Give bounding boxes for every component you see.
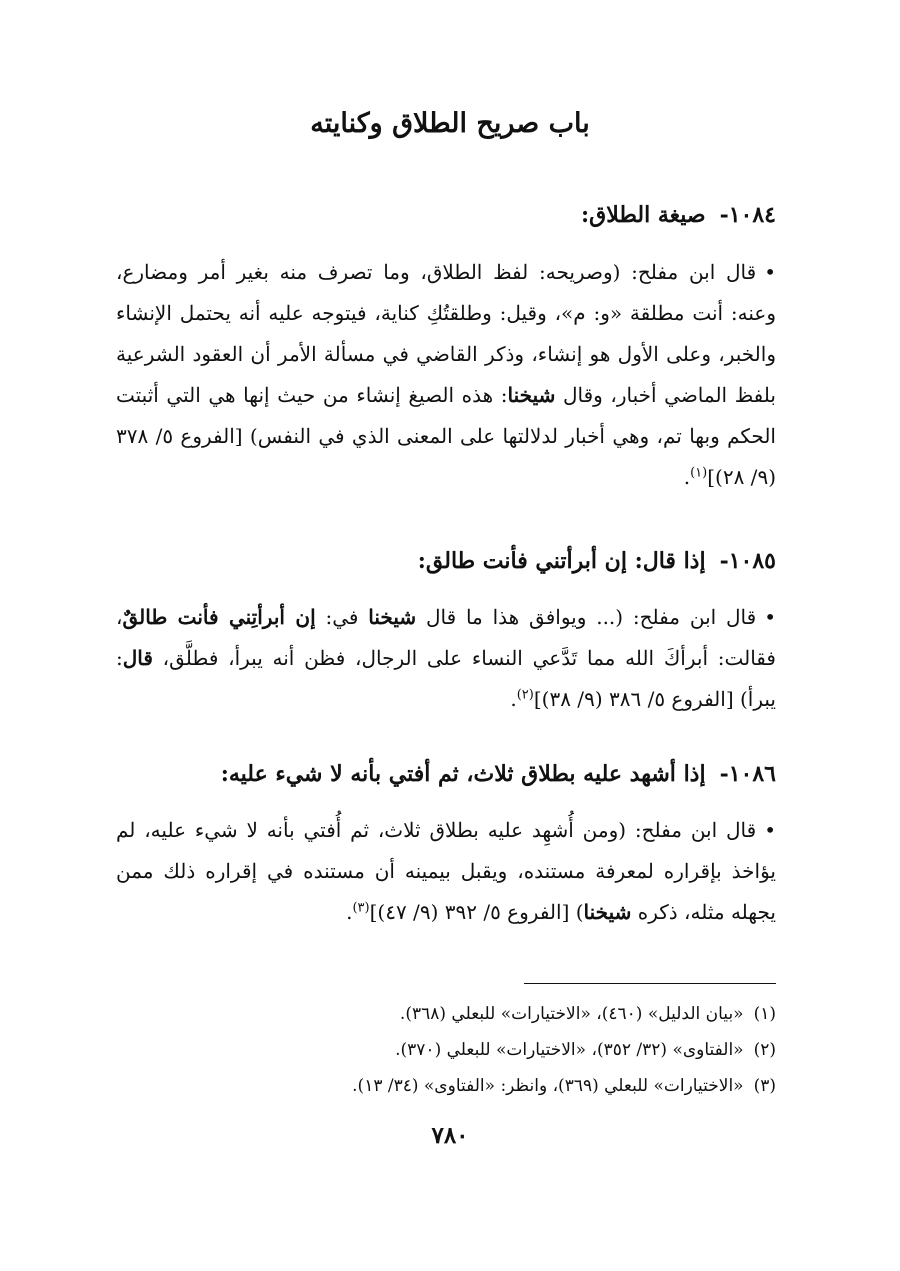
paragraph-text: قال ابن مفلح: (ومن أُشهِد عليه بطلاق ثلاث، ثم أُفتي بأنه لا شيء عليه، لم يؤاخذ بإقراره لمعرفة مستنده، ويقبل بيمينه أن مستنده في إقراره ذلك ممن يجهله مثله، ذكره (116, 818, 776, 924)
footnote-item (116, 996, 776, 1032)
footnote-ref[interactable]: (٣) (352, 900, 370, 916)
paragraph-end: . (346, 900, 353, 924)
page-number: ٧٨٠ (431, 1122, 469, 1149)
section-heading-1084 (116, 201, 776, 230)
section-title: إذا أشهد عليه بطلاق ثلاث، ثم أفتي بأنه لا شيء عليه: (220, 761, 706, 787)
paragraph-text: : يبرأ) [الفروع ٥/ ٣٨٦ (٩/ ٣٨)] (116, 646, 776, 711)
footnote-text: «الفتاوى» (٣٢/ ٣٥٢)، «الاختيارات» للبعلي (٣٧٠). (395, 1040, 744, 1060)
footnote-item (116, 1032, 776, 1068)
section-heading-1085 (116, 547, 776, 576)
bullet-icon: • (764, 818, 776, 842)
emphasized-term: شيخنا (368, 605, 417, 629)
chapter-title: باب صريح الطلاق وكنايته (310, 108, 590, 139)
section-number: ١٠٨٤- (719, 202, 776, 228)
section-title: إذا قال: إن أبرأتني فأنت طالق: (417, 548, 706, 574)
section-heading-1086 (116, 760, 776, 789)
section-paragraph-1084 (116, 252, 776, 498)
footnote-ref[interactable]: (٢) (516, 687, 534, 703)
paragraph-text: ، فقالت: أبرأكَ الله مما تَدَّعي النساء على الرجال، فظن أنه يبرأ، فطلَّق، (116, 605, 776, 670)
section-number: ١٠٨٦- (719, 761, 776, 787)
emphasized-term: شيخنا (507, 383, 556, 407)
footnotes (116, 996, 776, 1104)
footnote-separator (524, 983, 776, 984)
section-number: ١٠٨٥- (719, 548, 776, 574)
footnote-number: (١) (753, 1004, 776, 1024)
emphasized-term: إن أبرأتِني فأنت طالقٌ (122, 605, 316, 629)
paragraph-end: . (510, 687, 517, 711)
footnote-text: «بيان الدليل» (٤٦٠)، «الاختيارات» للبعلي (٣٦٨). (399, 1004, 744, 1024)
section-paragraph-1085 (116, 597, 776, 720)
bullet-icon: • (764, 605, 776, 629)
paragraph-text: : هذه الصيغ إنشاء من حيث إنها هي التي أثبتت الحكم وبها تم، وهي أخبار لدلالتها على المعنى الذي في النفس) [الفروع ٥/ ٣٧٨ (٩/ ٢٨)] (116, 383, 776, 489)
footnote-ref[interactable]: (١) (690, 465, 708, 481)
section-title: صيغة الطلاق: (581, 202, 706, 228)
paragraph-end: . (683, 465, 691, 489)
bullet-icon: • (764, 260, 776, 284)
paragraph-text: قال ابن مفلح: (وصريحه: لفظ الطلاق، وما تصرف منه بغير أمر ومضارع، وعنه: أنت مطلقة «و: م»، وقيل: وطلقتُكِ كناية، فيتوجه عليه أنه يحتمل الإنشاء والخبر، وعلى الأول هو إنشاء، وذكر القاضي في مسألة الأمر أن العقود الشرعية بلفظ الماضي أخبار، وقال (116, 260, 776, 407)
paragraph-text: ) [الفروع ٥/ ٣٩٢ (٩/ ٤٧)] (369, 900, 584, 924)
section-paragraph-1086 (116, 810, 776, 933)
paragraph-text: في: (315, 605, 369, 629)
footnote-item (116, 1068, 776, 1104)
emphasized-term: قال (122, 646, 153, 670)
footnote-text: «الاختيارات» للبعلي (٣٦٩)، وانظر: «الفتاوى» (٣٤/ ١٣). (352, 1076, 744, 1096)
footnote-number: (٢) (753, 1040, 776, 1060)
paragraph-text: قال ابن مفلح: (... ويوافق هذا ما قال (416, 605, 757, 629)
footnote-number: (٣) (753, 1076, 776, 1096)
emphasized-term: شيخنا (583, 900, 632, 924)
